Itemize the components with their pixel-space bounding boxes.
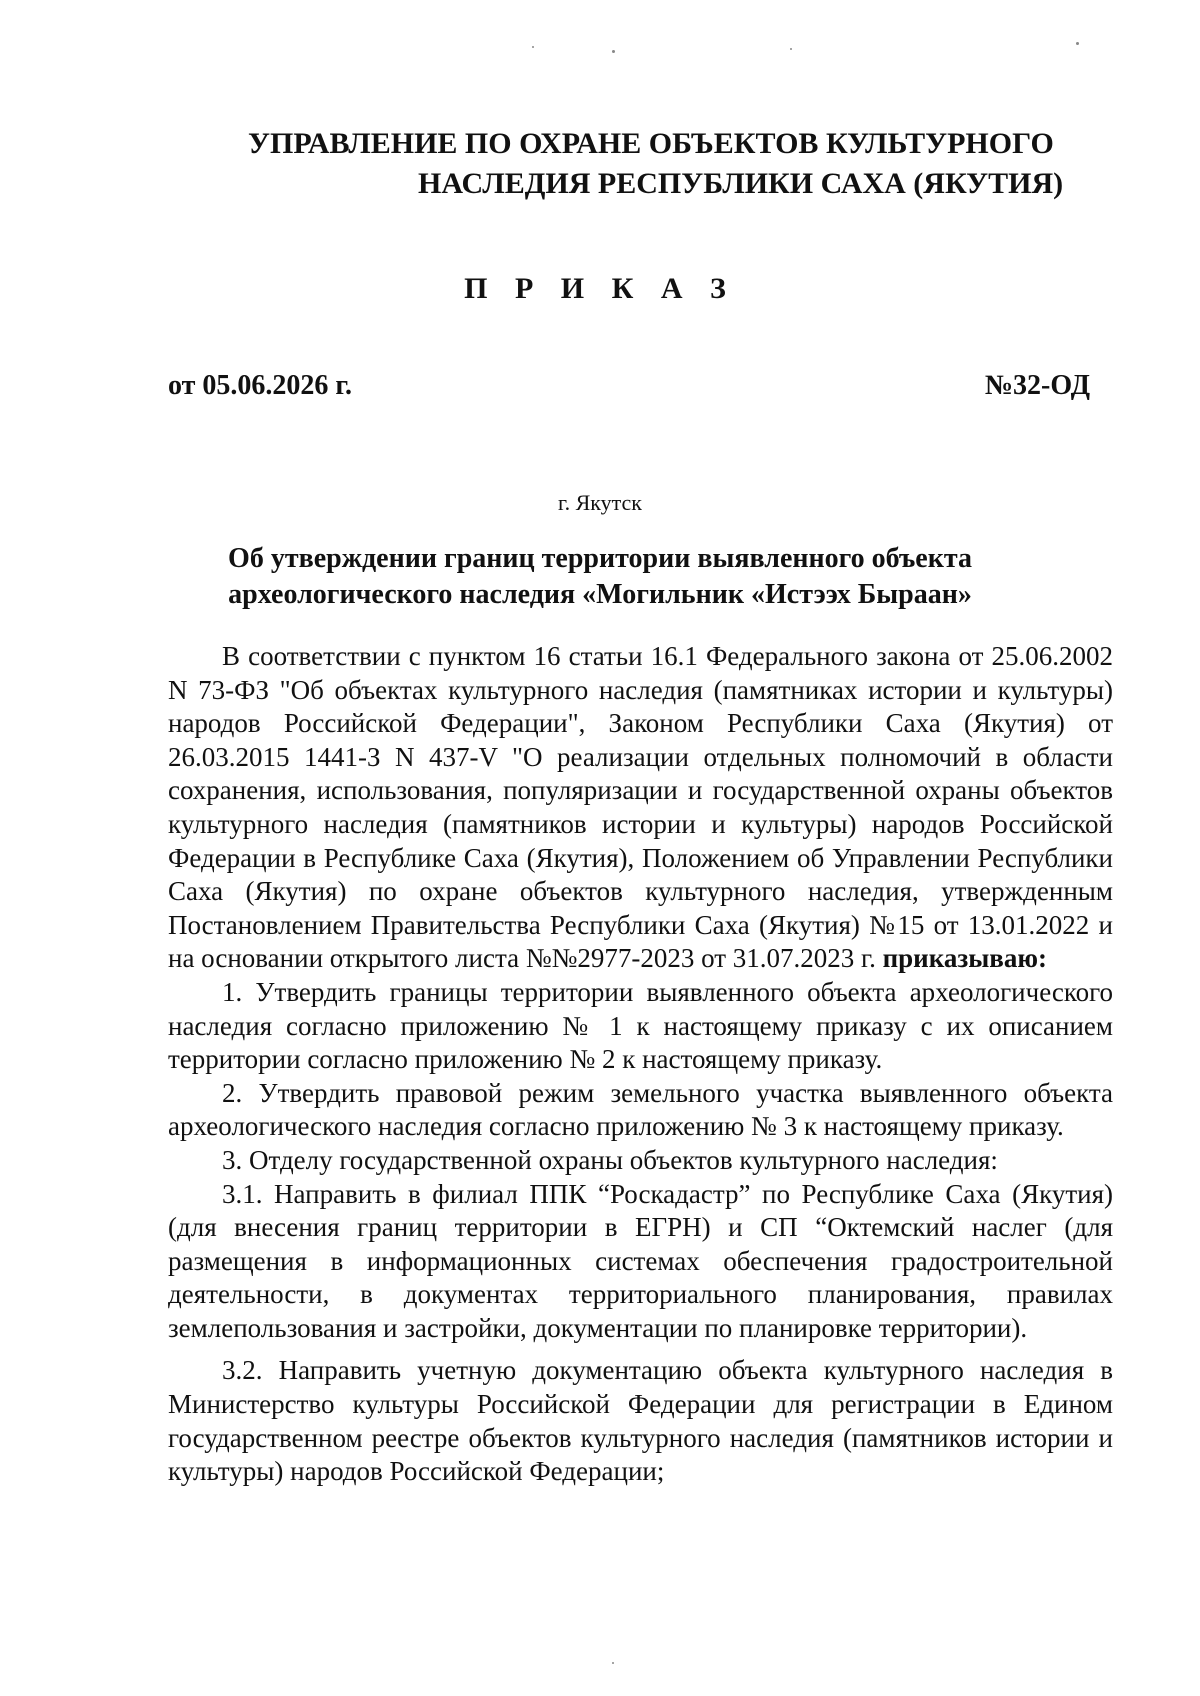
order-item-3-1: 3.1. Направить в филиал ППК “Роскадастр” по Республике Саха (Якутия) (для внесения границ территории в ЕГРН) и СП “Октемский наслег (для размещения в информационных системах обеспечения градостроительной деятельности, в документах территориального планирования, правилах землепользования и застройки, документации по планировке территории). [168,1178,1113,1343]
order-item-2: 2. Утвердить правовой режим земельного участка выявленного объекта археологического наследия согласно приложению № 3 к настоящему приказу. [168,1077,1113,1142]
scan-speck [1076,42,1079,45]
order-item-1: 1. Утвердить границы территории выявленного объекта археологического наследия согласно приложению № 1 к настоящему приказу с их описанием территории согласно приложению № 2 к настоящему приказу. [168,976,1113,1075]
document-type-title: П Р И К А З [464,272,736,305]
document-subject [140,541,1060,613]
document-city: г. Якутск [558,490,642,515]
order-item-3: 3. Отделу государственной охраны объектов культурного наследия: [222,1144,998,1175]
order-item-3-2: 3.2. Направить учетную документацию объекта культурного наследия в Министерство культуры Российской Федерации для регистрации в Едином государственном реестре объектов культурного наследия (памятников истории и культуры) народов Российской Федерации; [168,1355,1113,1487]
scan-speck [612,50,615,53]
order-word: приказываю: [882,943,1047,974]
preamble-text: В соответствии с пунктом 16 статьи 16.1 Федерального закона от 25.06.2002 N 73-ФЗ "Об объектах культурного наследия (памятниках истории и культуры) народов Российской Федерации", Законом Республики Саха (Якутия) от 26.03.2015 1441-З N 437-V "О реализации отдельных полномочий в области сохранения, использования, популяризации и государственной охраны объектов культурного наследия (памятников истории и культуры) народов Российской Федерации в Республике Саха (Якутия), Положением об Управлении Республики Саха (Якутия) по охране объектов культурного наследия, утвержденным Постановлением Правительства Республики Саха (Якутия) №15 от 13.01.2022 и на основании открытого листа №№2977-2023 от 31.07.2023 г. [168,641,1113,974]
organization-name-line2: НАСЛЕДИЯ РЕСПУБЛИКИ САХА (ЯКУТИЯ) [418,167,1064,200]
subject-line1: Об утверждении границ территории выявленного объекта [228,543,972,574]
document-body [168,640,1113,1489]
organization-name-line1: УПРАВЛЕНИЕ ПО ОХРАНЕ ОБЪЕКТОВ КУЛЬТУРНОГО [248,127,1054,160]
document-date: от 05.06.2026 г. [168,370,352,401]
subject-line2: археологического наследия «Могильник «Истээх Быраан» [228,579,972,610]
preamble-paragraph [168,640,1113,976]
scan-speck [612,1662,614,1664]
document-number: №32-ОД [984,370,1090,401]
scan-speck [790,48,792,50]
scan-speck [532,46,534,48]
